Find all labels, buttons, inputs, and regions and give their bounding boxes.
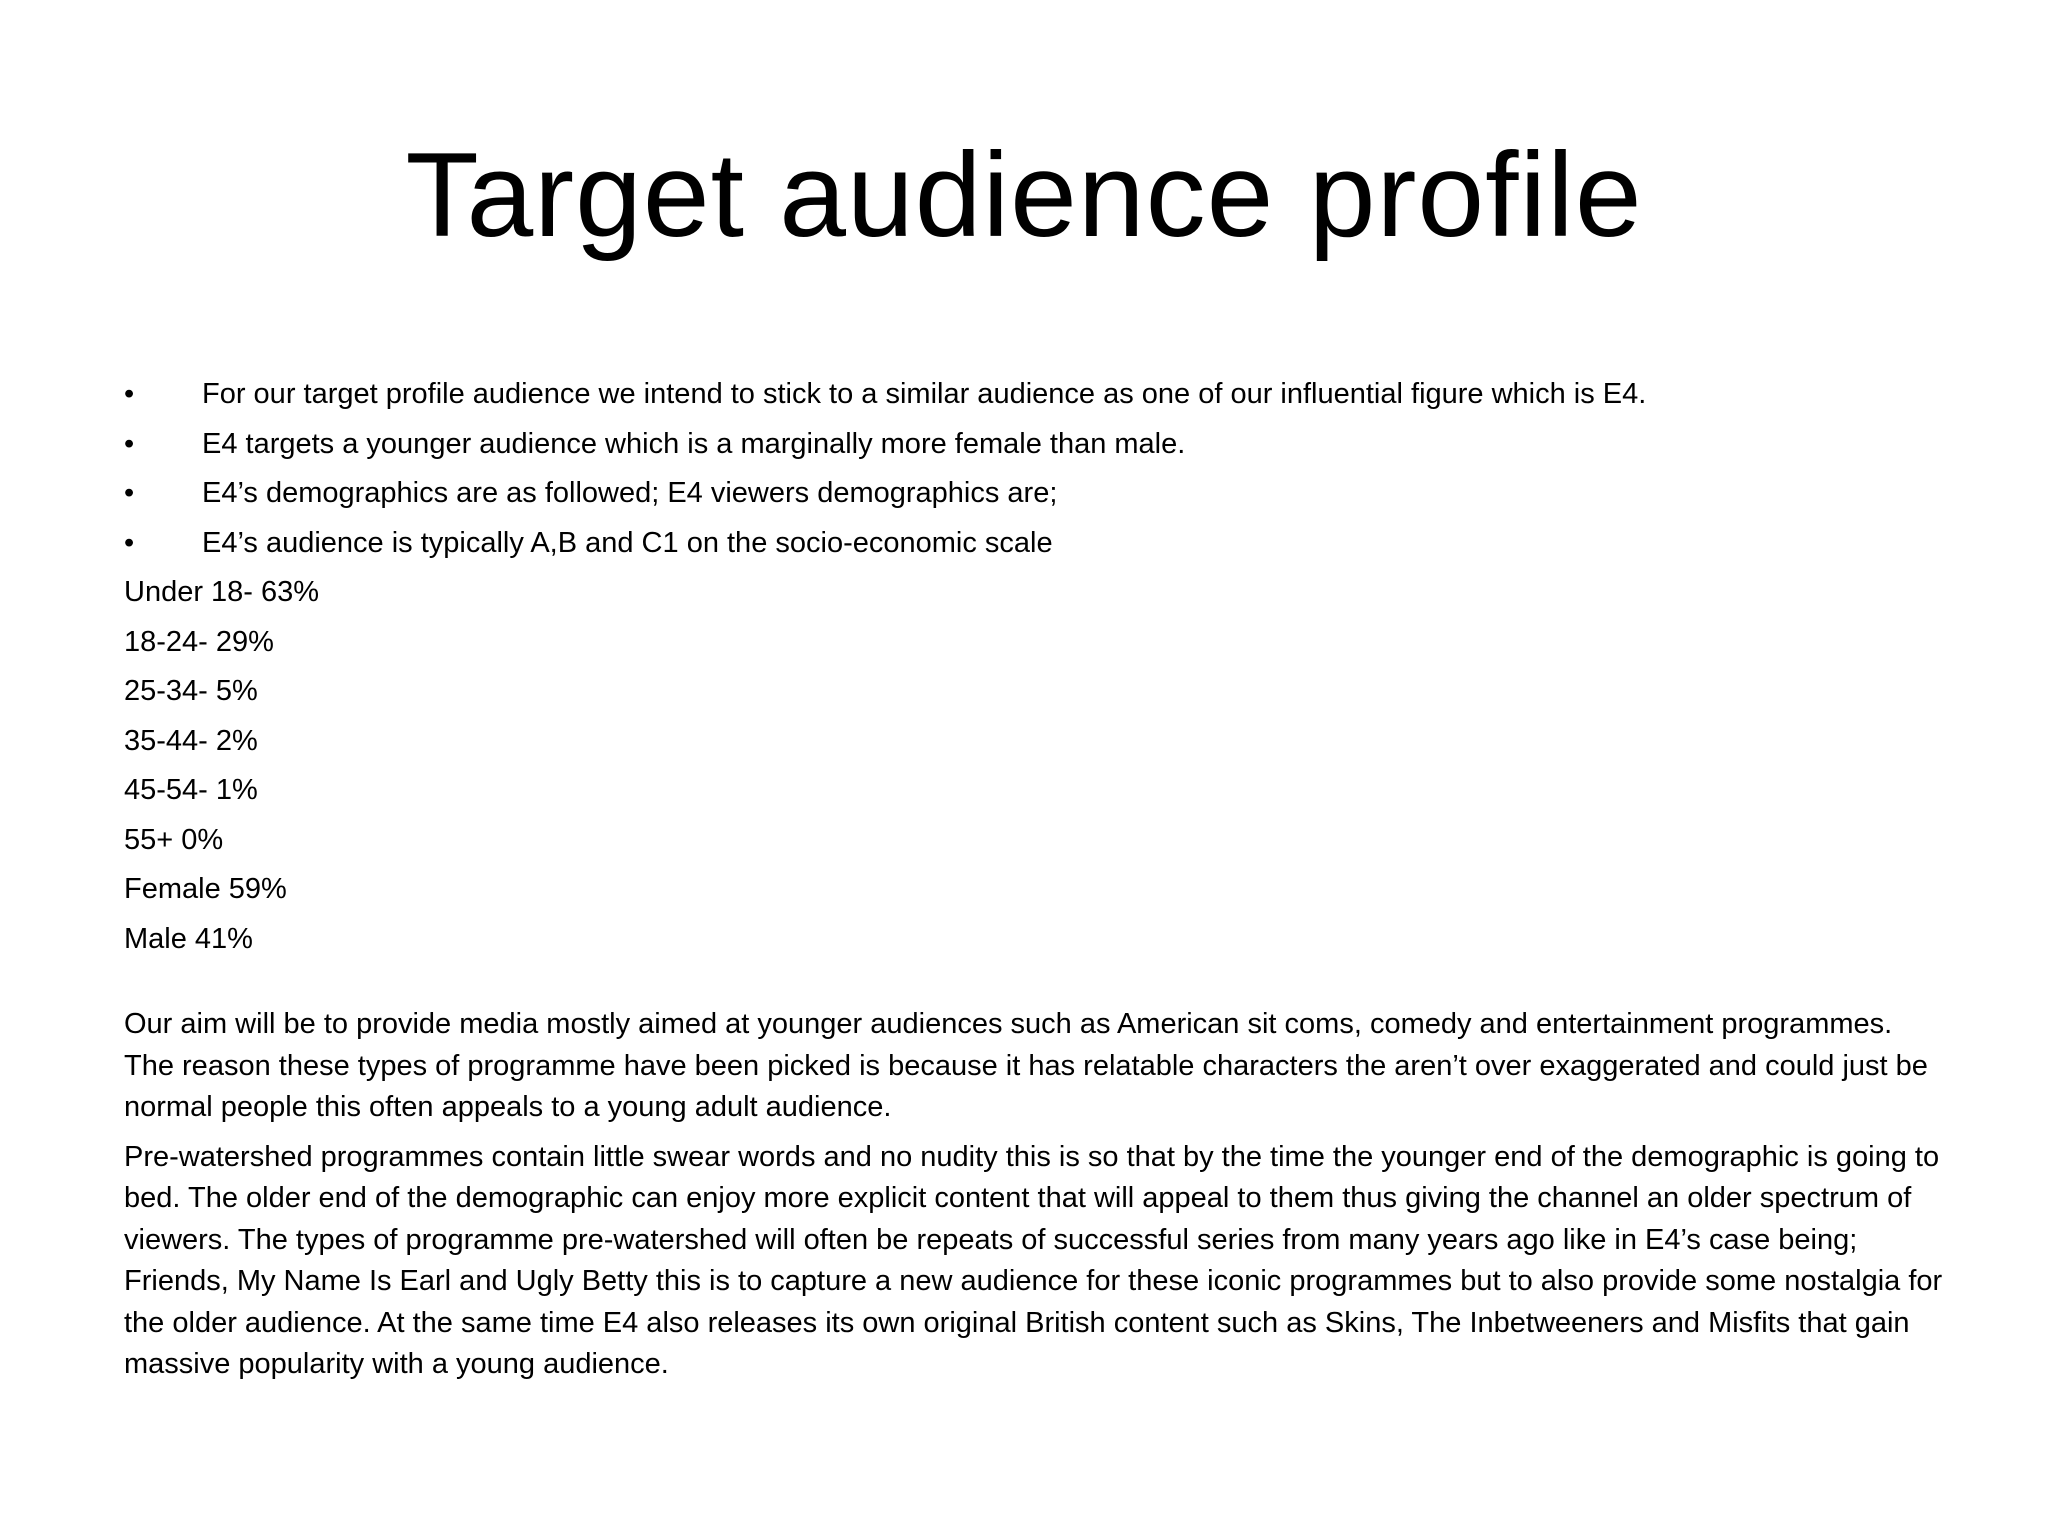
slide-body xyxy=(124,370,1944,1386)
demographic-item-18-24: 18-24- 29% xyxy=(124,625,274,658)
pre-watershed-paragraph: Pre-watershed programmes contain little swear words and no nudity this is so that by the time the younger end of the demographic is going to bed. The older end of the demographic can enjoy more explicit content that will appeal to them thus giving the channel an older spectrum of viewers. The types of programme pre-watershed will often be repeats of successful series from many years ago like in E4’s case being; Friends, My Name Is Earl and Ugly Betty this is to capture a new audience for these iconic programmes but to also provide some nostalgia for the older audience. At the same time E4 also releases its own original British content such as Skins, The Inbetweeners and Misfits that gain massive popularity with a young audience. xyxy=(124,1140,1943,1380)
bullet-text: E4’s audience is typically A,B and C1 on the socio-economic scale xyxy=(202,526,1053,559)
bullet-list xyxy=(124,370,1944,568)
demographic-item-35-44: 35-44- 2% xyxy=(124,724,258,757)
bullet-icon: • xyxy=(124,477,135,509)
aim-paragraph: Our aim will be to provide media mostly aimed at younger audiences such as American sit coms, comedy and entertainment programmes. The reason these types of programme have been picked is because it has relatable characters the aren’t over exaggerated and could just be normal people this often appeals to a young adult audience. xyxy=(124,1008,1928,1123)
bullet-item xyxy=(124,519,1944,569)
bullet-icon: • xyxy=(124,427,135,460)
demographics-list xyxy=(124,568,1944,964)
demographic-item-male: Male 41% xyxy=(124,922,253,955)
bullet-icon: • xyxy=(124,526,135,559)
demographic-item-55-plus: 55+ 0% xyxy=(124,823,224,856)
demographic-item-45-54: 45-54- 1% xyxy=(124,774,258,806)
bullet-item xyxy=(124,420,1944,470)
demographic-item-female: Female 59% xyxy=(124,873,287,905)
bullet-item xyxy=(124,370,1944,420)
bullet-text: E4’s demographics are as followed; E4 viewers demographics are; xyxy=(202,477,1058,509)
bullet-text: E4 targets a younger audience which is a marginally more female than male. xyxy=(202,427,1186,460)
demographic-item-under-18: Under 18- 63% xyxy=(124,576,320,608)
demographic-item-25-34: 25-34- 5% xyxy=(124,675,258,707)
slide-title: Target audience profile xyxy=(405,128,1643,262)
bullet-icon: • xyxy=(124,378,135,410)
bullet-text: For our target profile audience we intend to stick to a similar audience as one of our influential figure which is E4. xyxy=(202,378,1647,410)
bullet-item xyxy=(124,469,1944,519)
